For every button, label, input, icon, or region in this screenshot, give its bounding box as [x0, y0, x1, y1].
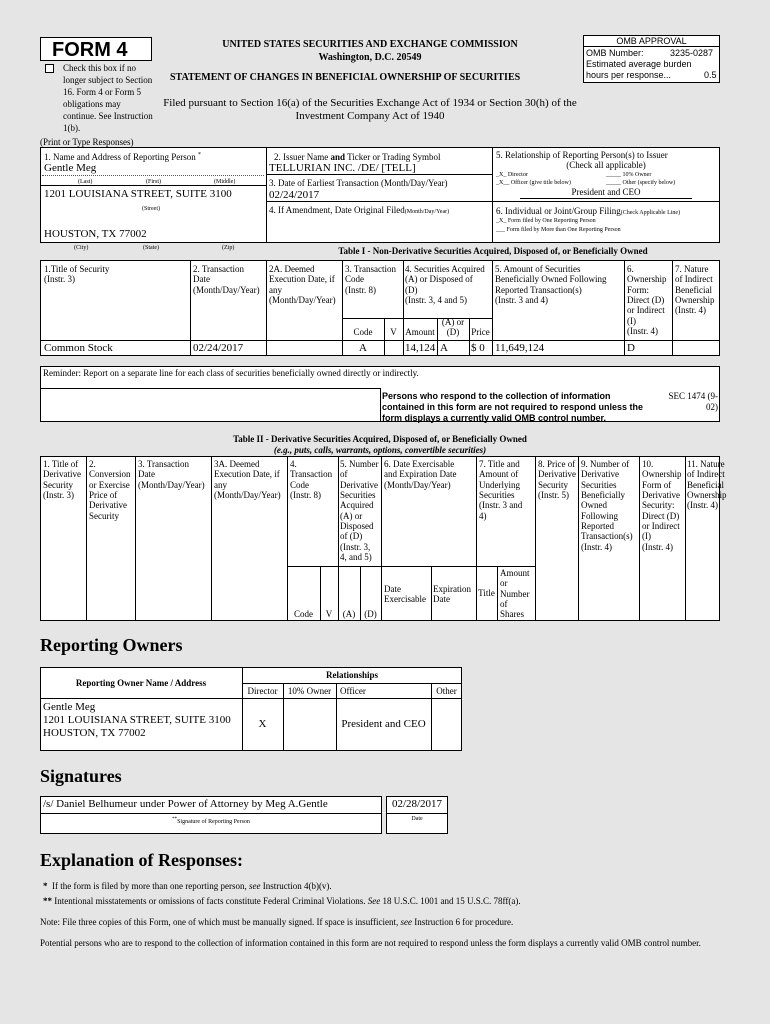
t2-sub-exp: Expiration Date — [433, 584, 471, 605]
ro-officer-title: President and CEO — [341, 718, 426, 730]
table1-title: Table I - Non-Derivative Securities Acquired, Disposed of, or Beneficially Owned — [338, 246, 648, 256]
t2-sub-title: Title — [478, 588, 495, 598]
ro-name-header: Reporting Owner Name / Address — [75, 678, 207, 688]
omb-hours-label: hours per response... — [586, 70, 672, 80]
t1-sub-aord: (A) or (D) — [441, 317, 465, 338]
t1-h7: 7. Nature of Indirect Beneficial Ownership (Instr. 4) — [675, 264, 715, 316]
ro-officer: Officer — [340, 686, 366, 696]
omb-number-label: OMB Number: — [586, 48, 644, 58]
t1-row-date: 02/24/2017 — [193, 342, 244, 354]
table2-subtitle: (e.g., puts, calls, warrants, options, convertible securities) — [273, 445, 487, 455]
t1-row-price: $ 0 — [471, 342, 485, 354]
t1-sub-code: Code — [353, 327, 373, 337]
sec-number: SEC 1474 (9-02) — [668, 391, 718, 412]
issuer-label: 2. Issuer Name and Ticker or Trading Symbol — [274, 152, 441, 162]
omb-title: OMB APPROVAL — [616, 36, 687, 46]
filing-one: _X_ Form filed by One Reporting Person — [496, 218, 596, 224]
ro-director: Director — [247, 686, 278, 696]
t2-c5: 5. Number of Derivative Securities Acquired (A) or Disposed of (D) (Instr. 3, 4, and 5) — [340, 459, 379, 563]
zip-label: (Zip) — [222, 245, 235, 251]
t2-c3: 3. Transaction Date (Month/Day/Year) — [138, 459, 205, 490]
t2-c8: 8. Price of Derivative Security (Instr. 5) — [538, 459, 576, 501]
t2-c6: 6. Date Exercisable and Expiration Date (Month/Day/Year) — [384, 459, 457, 490]
print-type: (Print or Type Responses) — [40, 137, 134, 147]
relationship-label-2: (Check all applicable) — [566, 160, 646, 170]
t1-sub-amount: Amount — [405, 327, 435, 337]
date-label: Date — [411, 816, 423, 822]
t1-row-aord: A — [440, 342, 448, 354]
reporting-person-city: HOUSTON, TX 77002 — [44, 228, 147, 240]
t1-h2a: 2A. Deemed Execution Date, if any (Month/Day/Year) — [269, 264, 336, 306]
officer-line: _X__ Officer (give title below) — [496, 180, 571, 186]
form-title: FORM 4 — [52, 39, 128, 61]
street-label: (Street) — [142, 206, 160, 212]
reporting-person-label: 1. Name and Address of Reporting Person * — [44, 152, 201, 162]
t1-row-title: Common Stock — [44, 342, 113, 354]
signature-text: /s/ Daniel Belhumeur under Power of Attorney by Meg A.Gentle — [43, 798, 328, 810]
issuer-name: TELLURIAN INC. /DE/ [TELL] — [269, 162, 416, 174]
ten-pct-line: _____ 10% Owner — [606, 172, 652, 178]
signature-date: 02/28/2017 — [391, 798, 443, 810]
ro-owner-address: Gentle Meg 1201 LOUISIANA STREET, SUITE 3100 HOUSTON, TX 77002 — [43, 701, 231, 739]
ro-director-mark: X — [258, 718, 267, 730]
t2-sub-d: (D) — [364, 609, 377, 619]
t2-c1: 1. Title of Derivative Security (Instr. 3) — [43, 459, 81, 501]
t1-h1: 1.Title of Security (Instr. 3) — [44, 264, 110, 285]
last-label: (Last) — [78, 179, 93, 185]
statement-title: STATEMENT OF CHANGES IN BENEFICIAL OWNERSHIP OF SECURITIES — [170, 72, 521, 83]
signature-label: **Signature of Reporting Person — [172, 817, 250, 825]
relationship-label: 5. Relationship of Reporting Person(s) to Issuer — [496, 150, 668, 160]
earliest-date-label: 3. Date of Earliest Transaction (Month/Day/Year) — [269, 178, 448, 188]
explanation-heading: Explanation of Responses: — [40, 850, 244, 870]
filed-pursuant-2: Investment Company Act of 1940 — [295, 110, 445, 122]
filing-more: ___ Form filed by More than One Reporting Person — [496, 227, 621, 233]
ro-relationships: Relationships — [325, 670, 378, 680]
t2-sub-v: V — [325, 609, 333, 619]
t2-c10: 10. Ownership Form of Derivative Security: Direct (D) or Indirect (I) (Instr. 4) — [642, 459, 682, 552]
director-line: _X_ Director — [496, 172, 528, 178]
t1-h2: 2. Transaction Date (Month/Day/Year) — [193, 264, 260, 295]
agency-name: UNITED STATES SECURITIES AND EXCHANGE COMMISSION — [222, 39, 518, 50]
filing-label: 6. Individual or Joint/Group Filing(Check Applicable Line) — [496, 206, 681, 216]
t1-row-code: A — [359, 342, 367, 354]
omb-burden-label: Estimated average burden — [586, 59, 692, 69]
ro-ten-pct: 10% Owner — [287, 686, 332, 696]
middle-label: (Middle) — [214, 179, 236, 185]
officer-title: President and CEO — [571, 187, 641, 197]
t2-c11: 11. Nature of Indirect Beneficial Ownership (Instr. 4) — [687, 459, 727, 511]
t2-c4: 4. Transaction Code (Instr. 8) — [290, 459, 333, 501]
persons-notice: Persons who respond to the collection of information contained in this form are not required to respond unless the form displays a currently valid OMB control number. — [382, 391, 644, 423]
t1-row-ownership: D — [627, 342, 635, 354]
t1-sub-price: Price — [471, 327, 490, 337]
state-label: (State) — [143, 245, 159, 251]
t2-c2: 2. Conversion or Exercise Price of Derivative Security — [89, 459, 131, 521]
t1-h5: 5. Amount of Securities Beneficially Owned Following Reported Transaction(s) (Instr. 3 and 4) — [495, 264, 607, 306]
table2-title: Table II - Derivative Securities Acquired, Disposed of, or Beneficially Owned — [233, 434, 527, 444]
note-3: Note: File three copies of this Form, one of which must be manually signed. If space is insufficient, see Instruction 6 for procedure. — [40, 917, 514, 927]
note-4: Potential persons who are to respond to the collection of information contained in this form are not required to respond unless the form displays a currently valid OMB control number. — [40, 938, 701, 948]
note-2: ** Intentional misstatements or omissions of facts constitute Federal Criminal Violations. See 18 U.S.C. 1001 and 15 U.S.C. 78ff(a). — [43, 896, 521, 906]
t2-sub-code: Code — [294, 609, 313, 619]
filed-pursuant: Filed pursuant to Section 16(a) of the Securities Exchange Act of 1934 or Section 30(h) of the — [163, 97, 577, 109]
omb-hours-value: 0.5 — [704, 70, 717, 80]
amendment-label: 4. If Amendment, Date Original Filed(Month/Day/Year) — [269, 205, 450, 215]
t2-c3a: 3A. Deemed Execution Date, if any (Month/Day/Year) — [214, 459, 281, 501]
signatures-heading: Signatures — [40, 766, 122, 786]
t1-h6: 6. Ownership Form: Direct (D) or Indirect (I) (Instr. 4) — [627, 264, 667, 337]
t2-sub-date-ex: Date Exercisable — [384, 584, 426, 605]
reporting-owners-heading: Reporting Owners — [40, 635, 183, 655]
reporting-person-name: Gentle Meg — [44, 162, 97, 174]
t2-sub-a: (A) — [342, 609, 356, 619]
agency-city: Washington, D.C. 20549 — [318, 52, 422, 63]
note-1: * If the form is filed by more than one reporting person, see Instruction 4(b)(v). — [43, 881, 332, 891]
first-label: (First) — [146, 179, 161, 185]
no-longer-subject-checkbox[interactable] — [45, 64, 54, 73]
omb-number-value: 3235-0287 — [670, 48, 714, 58]
checkbox-text: Check this box if no longer subject to Section 16. Form 4 or Form 5 obligations may continue. See Instruction 1(b). — [63, 63, 153, 133]
t1-sub-v: V — [390, 327, 397, 337]
ro-other: Other — [436, 686, 457, 696]
city-label: (City) — [74, 245, 89, 251]
t1-h3: 3. Transaction Code (Instr. 8) — [345, 264, 397, 295]
t2-c9: 9. Number of Derivative Securities Beneficially Owned Following Reported Transaction(s) (Instr. 4) — [581, 459, 633, 552]
reminder-text: Reminder: Report on a separate line for each class of securities beneficially owned directly or indirectly. — [43, 368, 419, 378]
reporting-person-street: 1201 LOUISIANA STREET, SUITE 3100 — [44, 188, 232, 200]
t1-row-amount: 14,124 — [405, 342, 436, 354]
other-line: _____ Other (specify below) — [606, 180, 676, 186]
t1-h4: 4. Securities Acquired (A) or Disposed of (D) (Instr. 3, 4 and 5) — [405, 264, 485, 306]
t2-sub-amount: Amount or Number of Shares — [500, 568, 530, 620]
earliest-date: 02/24/2017 — [269, 189, 320, 201]
t1-row-owned: 11,649,124 — [495, 342, 545, 354]
t2-c7: 7. Title and Amount of Underlying Securities (Instr. 3 and 4) — [479, 459, 523, 521]
